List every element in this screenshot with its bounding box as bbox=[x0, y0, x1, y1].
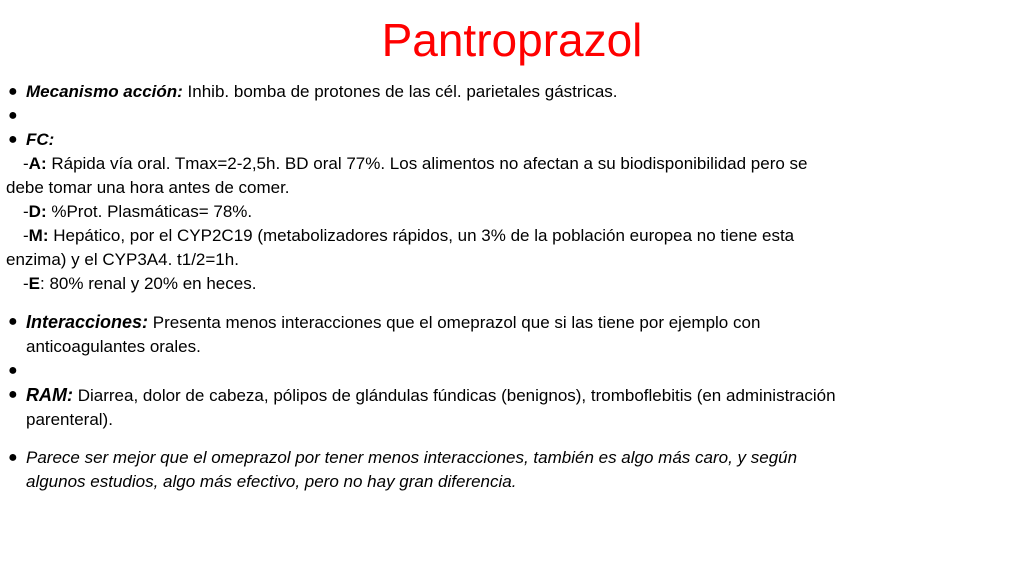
spacer bbox=[6, 296, 1006, 310]
fc-metabolismo bbox=[6, 224, 1006, 248]
bullet-empty-2 bbox=[6, 359, 1006, 383]
interacciones-text-2: anticoagulantes orales. bbox=[26, 337, 201, 356]
mecanismo-label: Mecanismo acción: bbox=[26, 82, 183, 101]
bullet-icon: ● bbox=[8, 131, 18, 148]
ram-text-2: parenteral). bbox=[26, 410, 113, 429]
bullet-empty-1 bbox=[6, 104, 1006, 128]
bullet-conclusion bbox=[6, 446, 1006, 494]
fc-e-label: E bbox=[28, 274, 41, 293]
fc-m-label: M: bbox=[28, 226, 49, 245]
bullet-fc bbox=[6, 128, 1006, 152]
fc-distribucion bbox=[6, 200, 1006, 224]
bullet-icon: ● bbox=[8, 83, 18, 100]
bullet-icon: ● bbox=[8, 362, 18, 379]
bullet-interacciones bbox=[6, 310, 1006, 359]
conclusion-text-1: Parece ser mejor que el omeprazol por tener menos interacciones, también es algo más caro, y según bbox=[26, 448, 798, 467]
fc-m-text-1: Hepático, por el CYP2C19 (metabolizadores rápidos, un 3% de la población europea no tiene esta bbox=[48, 226, 795, 245]
fc-a-text-1: Rápida vía oral. Tmax=2-2,5h. BD oral 77%. Los alimentos no afectan a su biodisponibilidad pero se bbox=[46, 154, 808, 173]
fc-absorcion bbox=[6, 152, 1006, 176]
interacciones-label: Interacciones: bbox=[26, 312, 149, 332]
fc-e-prefix: - bbox=[23, 274, 29, 293]
fc-m-prefix: - bbox=[23, 226, 29, 245]
fc-label: FC: bbox=[26, 130, 55, 149]
slide-body bbox=[6, 80, 1006, 494]
fc-d-prefix: - bbox=[23, 202, 29, 221]
bullet-mecanismo bbox=[6, 80, 1006, 104]
mecanismo-text: Inhib. bomba de protones de las cél. parietales gástricas. bbox=[182, 82, 618, 101]
spacer bbox=[6, 432, 1006, 446]
fc-d-text: %Prot. Plasmáticas= 78%. bbox=[46, 202, 253, 221]
bullet-ram bbox=[6, 383, 1006, 432]
fc-absorcion-cont: debe tomar una hora antes de comer. bbox=[6, 178, 290, 197]
ram-label: RAM: bbox=[26, 385, 73, 405]
bullet-icon: ● bbox=[8, 386, 18, 403]
fc-d-label: D: bbox=[28, 202, 47, 221]
interacciones-text-1: Presenta menos interacciones que el omeprazol que si las tiene por ejemplo con bbox=[148, 313, 761, 332]
fc-metabolismo-cont: enzima) y el CYP3A4. t1/2=1h. bbox=[6, 250, 239, 269]
ram-text-1: Diarrea, dolor de cabeza, pólipos de glándulas fúndicas (benignos), tromboflebitis (en administración bbox=[73, 386, 836, 405]
fc-a-prefix: - bbox=[23, 154, 29, 173]
bullet-icon: ● bbox=[8, 107, 18, 124]
slide-title: Pantroprazol bbox=[381, 14, 643, 66]
fc-a-label: A: bbox=[28, 154, 47, 173]
fc-e-text: : 80% renal y 20% en heces. bbox=[40, 274, 257, 293]
fc-eliminacion bbox=[6, 272, 1006, 296]
conclusion-text-2: algunos estudios, algo más efectivo, pero no hay gran diferencia. bbox=[26, 472, 517, 491]
bullet-icon: ● bbox=[8, 449, 18, 466]
bullet-icon: ● bbox=[8, 313, 18, 330]
